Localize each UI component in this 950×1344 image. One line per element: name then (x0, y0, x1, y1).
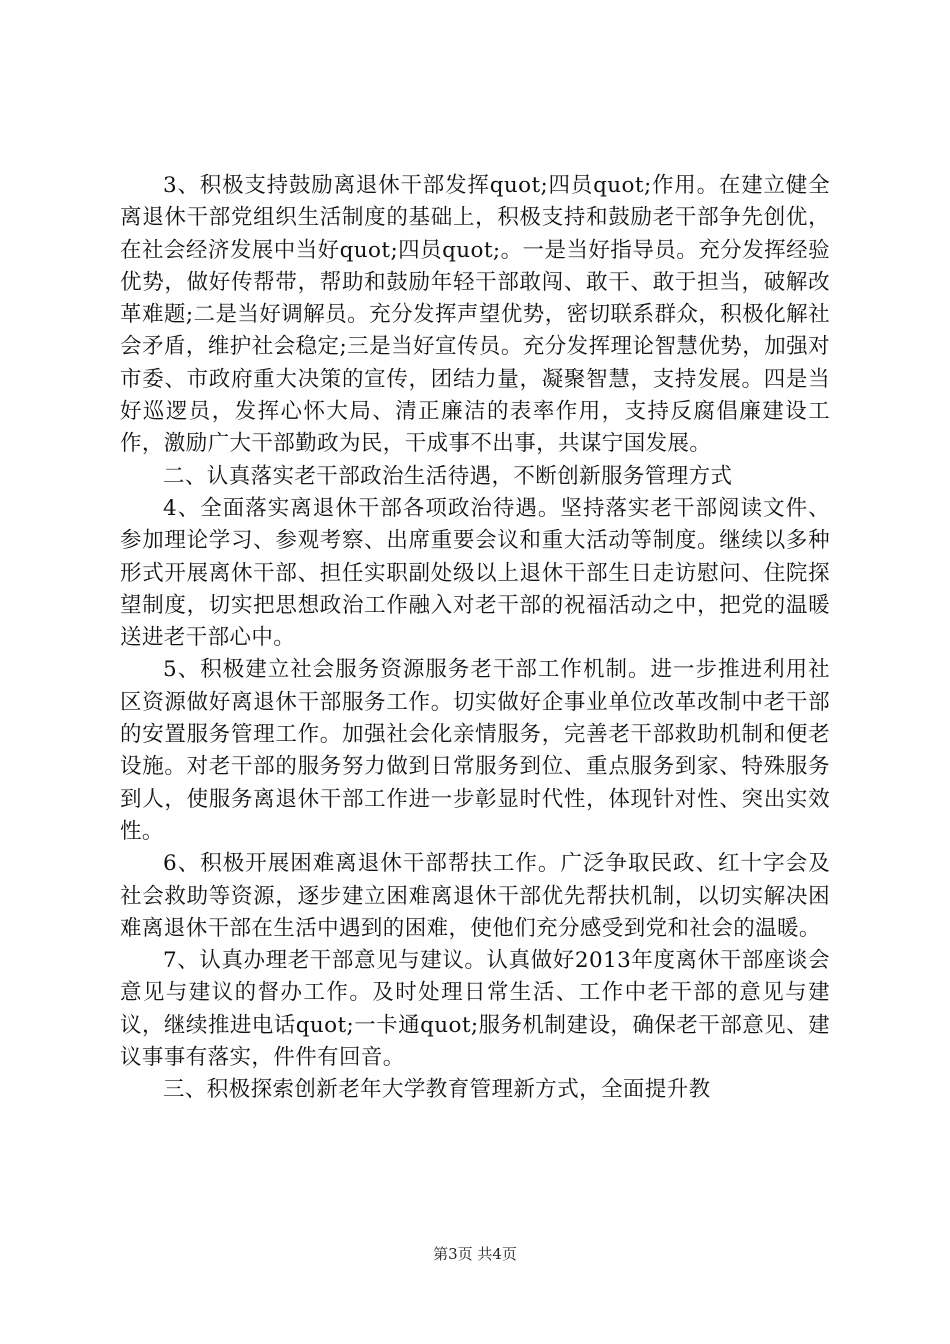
section-heading-2: 二、认真落实老干部政治生活待遇，不断创新服务管理方式 (163, 463, 733, 489)
section-heading-3: 三、积极探索创新老年大学教育管理新方式，全面提升教 (163, 1077, 711, 1103)
paragraph-item-3: 3、积极支持鼓励离退休干部发挥quot;四员quot;作用。在建立健全离退休干部党组织生活制度的基础上，积极支持和鼓励老干部争先创优，在社会经济发展中当好quot;四员quot;。一是当好指导员。充分发挥经验优势，做好传帮带，帮助和鼓励年轻干部敢闯、敢干、敢于担当，破解改革难题;二是当好调解员。充分发挥声望优势，密切联系群众，积极化解社会矛盾，维护社会稳定;三是当好宣传员。充分发挥理论智慧优势，加强对市委、市政府重大决策的宣传，团结力量，凝聚智慧，支持发展。四是当好巡逻员，发挥心怀大局、清正廉洁的表率作用，支持反腐倡廉建设工作，激励广大干部勤政为民，干成事不出事，共谋宁国发展。 (120, 173, 830, 457)
document-body (120, 170, 830, 1107)
paragraph-item-7: 7、认真办理老干部意见与建议。认真做好2013年度离休干部座谈会意见与建议的督办工作。及时处理日常生活、工作中老干部的意见与建议，继续推进电话quot;一卡通quot;服务机制建设，确保老干部意见、建议事事有落实，件件有回音。 (120, 948, 830, 1071)
page-number-footer: 第3页 共4页 (433, 1245, 517, 1263)
paragraph-item-4: 4、全面落实离退休干部各项政治待遇。坚持落实老干部阅读文件、参加理论学习、参观考察、出席重要会议和重大活动等制度。继续以多种形式开展离休干部、担任实职副处级以上退休干部生日走访慰问、住院探望制度，切实把思想政治工作融入对老干部的祝福活动之中，把党的温暖送进老干部心中。 (120, 495, 830, 651)
paragraph-item-6: 6、积极开展困难离退休干部帮扶工作。广泛争取民政、红十字会及社会救助等资源，逐步建立困难离退休干部优先帮扶机制，以切实解决困难离退休干部在生活中遇到的困难，使他们充分感受到党和社会的温暖。 (120, 851, 830, 941)
paragraph-item-5: 5、积极建立社会服务资源服务老干部工作机制。进一步推进利用社区资源做好离退休干部服务工作。切实做好企事业单位改革改制中老干部的安置服务管理工作。加强社会化亲情服务，完善老干部救助机制和便老设施。对老干部的服务努力做到日常服务到位、重点服务到家、特殊服务到人，使服务离退休干部工作进一步彰显时代性，体现针对性、突出实效性。 (120, 657, 830, 844)
